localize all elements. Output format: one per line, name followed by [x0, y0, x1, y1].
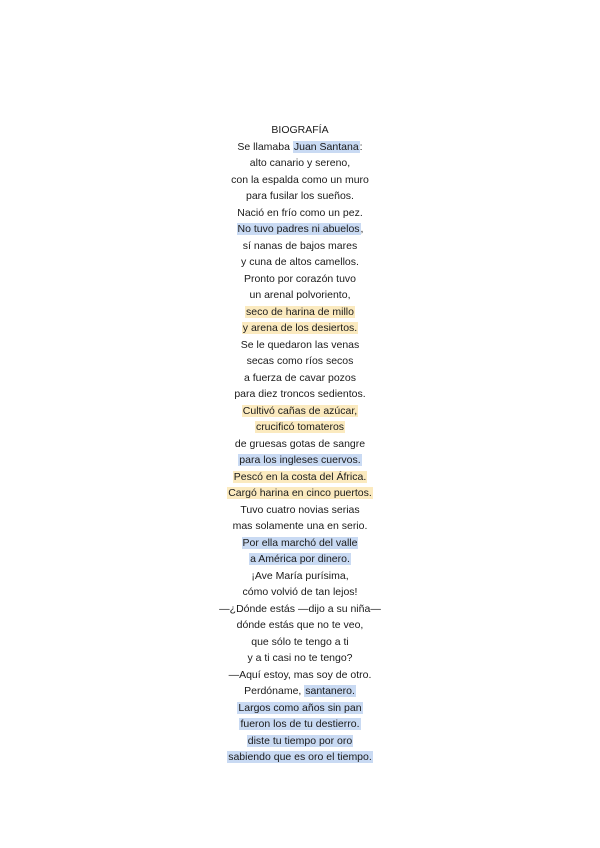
poem-line — [0, 304, 600, 321]
poem-line — [0, 502, 600, 519]
poem-line — [0, 221, 600, 238]
highlight-blue: Juan Santana — [293, 140, 359, 153]
line-text: Se le quedaron las venas — [240, 338, 360, 351]
poem-line — [0, 568, 600, 585]
line-text: y cuna de altos camellos. — [241, 256, 359, 268]
poem-line — [0, 469, 600, 486]
line-text: Perdóname, — [244, 685, 305, 697]
line-text: Nació en frío como un pez. — [237, 206, 363, 219]
poem-line — [0, 386, 600, 403]
poem-line — [0, 287, 600, 304]
highlight-yellow: crucificó tomateros — [255, 421, 345, 433]
poem-line — [0, 485, 600, 502]
highlight-blue: a América por dinero. — [250, 553, 350, 565]
line-text: que sólo te tengo a ti — [251, 635, 349, 648]
line-text: un arenal polvoriento, — [249, 289, 351, 301]
poem-line — [0, 172, 600, 189]
highlight-blue: diste tu tiempo por oro — [247, 734, 353, 747]
poem-line — [0, 403, 600, 420]
line-text: para diez troncos sedientos. — [234, 388, 366, 400]
highlight-blue: fueron los de tu destierro. — [240, 718, 360, 730]
poem — [0, 122, 600, 766]
line-text: Tuvo cuatro novias serias — [240, 503, 360, 516]
poem-line — [0, 188, 600, 205]
poem-line — [0, 601, 600, 618]
poem-line — [0, 716, 600, 733]
poem-line — [0, 337, 600, 354]
highlight-blue: Por ella marchó del valle — [242, 536, 358, 549]
highlight-blue: santanero. — [305, 685, 355, 697]
line-text: : — [359, 140, 363, 153]
poem-line — [0, 634, 600, 651]
poem-line — [0, 139, 600, 156]
poem-line — [0, 436, 600, 453]
highlight-blue: para los ingleses cuervos. — [239, 454, 361, 466]
line-text: para fusilar los sueños. — [246, 190, 354, 202]
poem-line — [0, 370, 600, 387]
poem-line — [0, 205, 600, 222]
poem-line — [0, 683, 600, 700]
highlight-yellow: y arena de los desiertos. — [242, 322, 358, 334]
poem-line — [0, 700, 600, 717]
poem-title: BIOGRAFÍA — [271, 124, 329, 136]
poem-line — [0, 551, 600, 568]
poem-line — [0, 353, 600, 370]
line-text: Pronto por corazón tuvo — [243, 272, 357, 285]
line-text: y a ti casi no te tengo? — [247, 652, 353, 664]
line-text: —¿Dónde estás —dijo a su niña— — [219, 602, 381, 615]
highlight-blue: sabiendo que es oro el tiempo. — [228, 751, 372, 763]
line-text: secas como ríos secos — [246, 355, 354, 367]
highlight-yellow: Cultivó cañas de azúcar, — [242, 404, 358, 417]
highlight-yellow: seco de harina de millo — [246, 305, 354, 318]
poem-lines — [0, 139, 600, 766]
line-text: ¡Ave María purísima, — [251, 569, 349, 582]
poem-line — [0, 518, 600, 535]
poem-line — [0, 419, 600, 436]
poem-line — [0, 749, 600, 766]
line-text: sí nanas de bajos mares — [242, 239, 358, 252]
poem-line — [0, 238, 600, 255]
line-text: alto canario y sereno, — [249, 157, 351, 169]
poem-line — [0, 667, 600, 684]
poem-line — [0, 584, 600, 601]
poem-line — [0, 535, 600, 552]
poem-line — [0, 320, 600, 337]
line-text: , — [360, 223, 364, 235]
line-text: —Aquí estoy, mas soy de otro. — [228, 668, 372, 681]
poem-line — [0, 650, 600, 667]
poem-line — [0, 733, 600, 750]
line-text: con la espalda como un muro — [231, 173, 369, 186]
line-text: mas solamente una en serio. — [232, 520, 368, 532]
highlight-blue: No tuvo padres ni abuelos — [237, 223, 360, 235]
line-text: Se llamaba — [237, 140, 293, 153]
highlight-yellow: Pescó en la costa del África. — [233, 470, 367, 483]
poem-line — [0, 617, 600, 634]
poem-line — [0, 155, 600, 172]
line-text: dónde estás que no te veo, — [236, 619, 364, 631]
poem-line — [0, 271, 600, 288]
line-text: a fuerza de cavar pozos — [243, 371, 357, 384]
highlight-blue: Largos como años sin pan — [238, 701, 362, 714]
line-text: cómo volvió de tan lejos! — [242, 586, 358, 598]
line-text: de gruesas gotas de sangre — [234, 437, 366, 450]
poem-line — [0, 452, 600, 469]
highlight-yellow: Cargó harina en cinco puertos. — [228, 487, 372, 499]
poem-line — [0, 254, 600, 271]
